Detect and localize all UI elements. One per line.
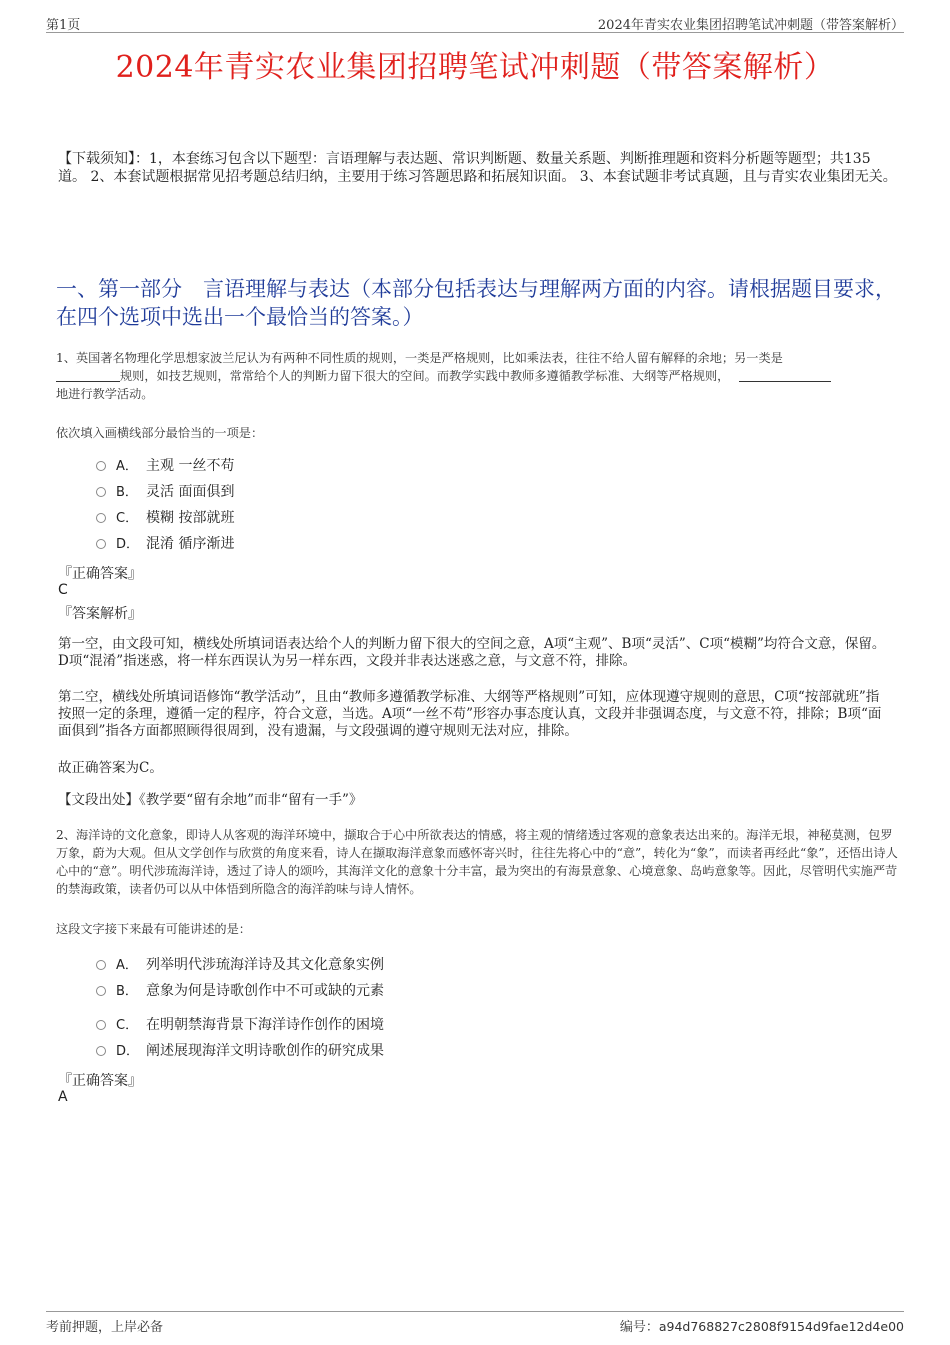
question-2-option-c[interactable] bbox=[96, 1015, 384, 1035]
radio-button[interactable] bbox=[96, 986, 106, 996]
section-heading: 一、第一部分 言语理解与表达（本部分包括表达与理解两方面的内容。请根据题目要求，在四个选项中选出一个最恰当的答案。） bbox=[56, 277, 896, 329]
analysis-label: 『答案解析』 bbox=[58, 606, 142, 622]
analysis-paragraph-1: 第一空，由文段可知，横线处所填词语表达给个人的判断力留下很大的空间之意，A项“主观”、B项“灵活”、C项“模糊”均符合文意，保留。D项“混淆”指迷惑，将一样东西误认为另一样东西，文段并非表达迷惑之意，与文意不符，排除。 bbox=[58, 636, 886, 669]
question-1-text bbox=[56, 349, 904, 403]
analysis-paragraph-2: 第二空，横线处所填词语修饰“教学活动”，且由“教师多遵循教学标准、大纲等严格规则”可知，应体现遵守规则的意思，C项“按部就班”指按照一定的条理，遵循一定的程序，符合文意，当选。A项“一丝不苟”形容办事态度认真，文段并非强调态度，与文意不符，排除；B项“面面俱到”指各方面都照顾得很周到，没有遗漏，与文段强调的遵守规则无法对应，排除。 bbox=[58, 689, 882, 739]
radio-button[interactable] bbox=[96, 513, 106, 523]
answer-blank bbox=[739, 369, 831, 382]
document-title: 2024年青实农业集团招聘笔试冲刺题（带答案解析） bbox=[115, 50, 835, 85]
question-1-option-b[interactable] bbox=[96, 482, 234, 502]
answer-label: 『正确答案』 bbox=[58, 566, 142, 582]
question-1-prompt: 依次填入画横线部分最恰当的一项是： bbox=[56, 426, 264, 440]
radio-button[interactable] bbox=[96, 461, 106, 471]
question-1-option-c[interactable] bbox=[96, 508, 234, 528]
option-letter: A． bbox=[116, 459, 138, 474]
correct-answer: C bbox=[58, 582, 68, 598]
question-1-option-a[interactable] bbox=[96, 456, 234, 476]
option-letter: B． bbox=[116, 984, 138, 999]
option-letter: C． bbox=[116, 1018, 139, 1033]
question-1-text-part-c: 地进行教学活动。 bbox=[56, 387, 154, 401]
option-letter: A． bbox=[116, 958, 138, 973]
radio-button[interactable] bbox=[96, 960, 106, 970]
analysis-conclusion: 故正确答案为C。 bbox=[58, 760, 163, 776]
question-2-option-a[interactable] bbox=[96, 955, 384, 975]
question-2-option-d[interactable] bbox=[96, 1041, 384, 1061]
question-1-text-part-a: 1、英国著名物理化学思想家波兰尼认为有两种不同性质的规则，一类是严格规则，比如乘法表，往往不给人留有解释的余地；另一类是 bbox=[56, 351, 783, 365]
option-text: 列举明代涉琉海洋诗及其文化意象实例 bbox=[146, 957, 384, 973]
question-2-text: 2、海洋诗的文化意象，即诗人从客观的海洋环境中，撷取合于心中所欲表达的情感，将主观的情绪透过客观的意象表达出来的。海洋无垠，神秘莫测，包罗万象，蔚为大观。但从文学创作与欣赏的角度来看，诗人在撷取海洋意象而感怀寄兴时，往往先将心中的“意”，转化为“象”，而读者再经此“象”，还悟出诗人心中的“意”。明代涉琉海洋诗，透过了诗人的颂吟，其海洋文化的意象十分丰富，最为突出的有海景意象、心境意象、岛屿意象等。因此，尽管明代实施严苛的禁海政策，读者仍可以从中体悟到所隐含的海洋韵味与诗人情怀。 bbox=[56, 828, 898, 896]
question-2-option-b[interactable] bbox=[96, 981, 384, 1001]
header-doc-title: 2024年青实农业集团招聘笔试冲刺题（带答案解析） bbox=[597, 18, 904, 33]
radio-button[interactable] bbox=[96, 539, 106, 549]
passage-source: 【文段出处】《教学要“留有余地”而非“留有一手”》 bbox=[58, 792, 363, 808]
answer-blank bbox=[56, 369, 120, 382]
code-value: a94d768827c2808f9154d9fae12d4e00 bbox=[658, 1319, 904, 1334]
footer-slogan: 考前押题，上岸必备 bbox=[46, 1320, 164, 1335]
page-footer bbox=[46, 1311, 904, 1334]
option-text: 主观 一丝不苟 bbox=[146, 458, 235, 474]
option-text: 混淆 循序渐进 bbox=[146, 536, 235, 552]
footer-code bbox=[620, 1316, 904, 1335]
option-letter: D． bbox=[116, 537, 140, 552]
correct-answer: A bbox=[58, 1089, 68, 1105]
option-text: 模糊 按部就班 bbox=[146, 510, 235, 526]
download-notice: 【下载须知】：1，本套练习包含以下题型：言语理解与表达题、常识判断题、数量关系题、判断推理题和资料分析题等题型；共135道。 2、本套试题根据常见招考题总结归纳，主要用于练习答题思路和拓展知识面。 3、本套试题非考试真题，且与青实农业集团无关。 bbox=[58, 151, 897, 185]
page-number: 第1页 bbox=[46, 18, 81, 33]
code-label: 编号： bbox=[619, 1320, 659, 1335]
option-letter: C． bbox=[116, 511, 139, 526]
answer-label: 『正确答案』 bbox=[58, 1073, 142, 1089]
option-text: 灵活 面面俱到 bbox=[146, 484, 235, 500]
option-letter: D． bbox=[116, 1044, 140, 1059]
page-header bbox=[46, 14, 904, 33]
radio-button[interactable] bbox=[96, 487, 106, 497]
question-1-option-d[interactable] bbox=[96, 534, 234, 554]
option-text: 在明朝禁海背景下海洋诗作创作的困境 bbox=[146, 1017, 384, 1033]
option-letter: B． bbox=[116, 485, 138, 500]
question-1-text-part-b: 规则，如技艺规则，常常给个人的判断力留下很大的空间。而教学实践中教师多遵循教学标准、大纲等严格规则， bbox=[120, 369, 730, 383]
question-2-prompt: 这段文字接下来最有可能讲述的是： bbox=[56, 922, 251, 936]
option-text: 意象为何是诗歌创作中不可或缺的元素 bbox=[146, 983, 384, 999]
radio-button[interactable] bbox=[96, 1020, 106, 1030]
radio-button[interactable] bbox=[96, 1046, 106, 1056]
option-text: 阐述展现海洋文明诗歌创作的研究成果 bbox=[146, 1043, 384, 1059]
